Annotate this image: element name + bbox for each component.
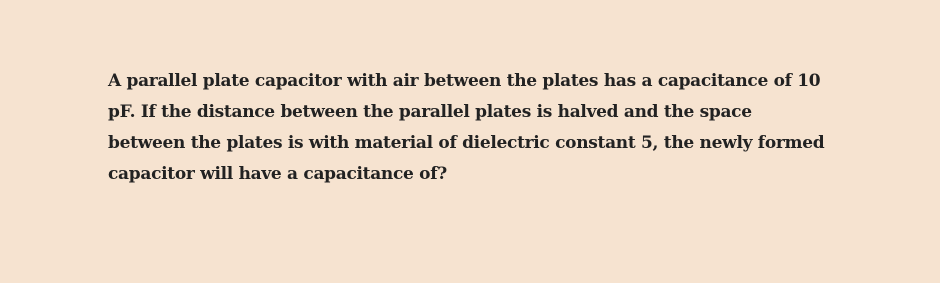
question-line-3: between the plates is with material of dielectric constant 5, the newly formed	[108, 133, 825, 153]
question-line-1: A parallel plate capacitor with air between the plates has a capacitance of 10	[108, 71, 821, 91]
question-line-4: capacitor will have a capacitance of?	[108, 164, 447, 184]
question-text	[108, 66, 843, 190]
question-line-2: pF. If the distance between the parallel plates is halved and the space	[108, 102, 752, 122]
